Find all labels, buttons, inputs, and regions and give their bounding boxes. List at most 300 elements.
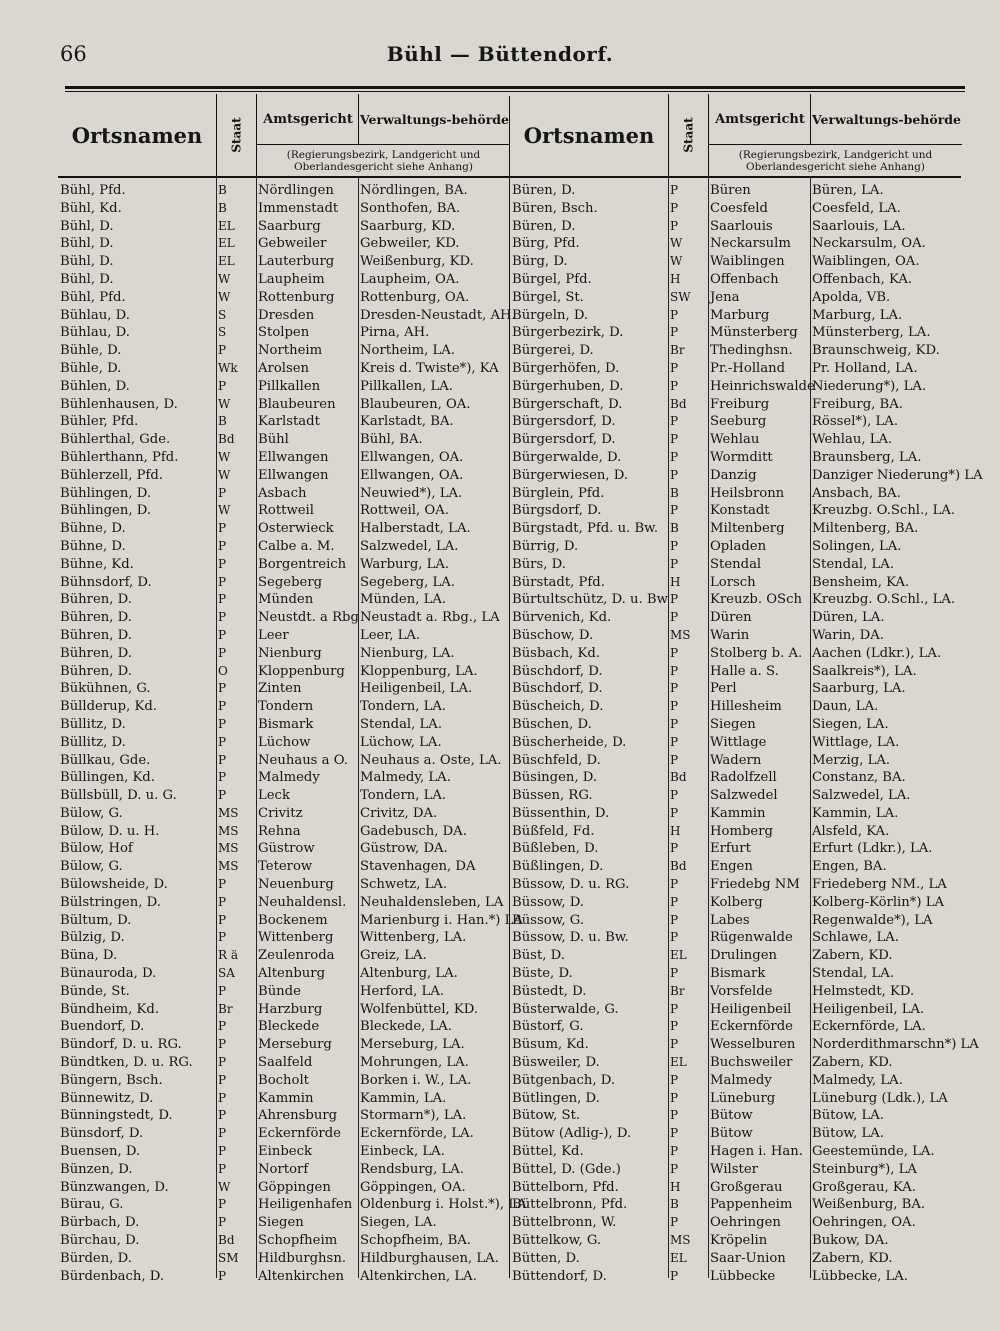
state-code: P bbox=[670, 1144, 679, 1159]
table-row bbox=[58, 449, 509, 467]
place-name: Büschdorf, D. bbox=[512, 681, 603, 697]
table-row bbox=[58, 1018, 509, 1036]
place-name: Bürgstadt, Pfd. u. Bw. bbox=[512, 521, 659, 537]
place-name: Bündtken, D. u. RG. bbox=[60, 1055, 193, 1071]
state-code: MS bbox=[218, 805, 239, 820]
admin-authority: Rottenburg, OA. bbox=[360, 289, 470, 305]
admin-authority: Saalkreis*), LA. bbox=[812, 663, 917, 679]
court: Bütow bbox=[710, 1126, 753, 1142]
state-code: EL bbox=[218, 236, 235, 251]
court: Lüchow bbox=[258, 734, 311, 750]
place-name: Bühlerzell, Pfd. bbox=[60, 467, 163, 483]
place-name: Bünningstedt, D. bbox=[60, 1108, 173, 1124]
state-code: P bbox=[670, 1108, 679, 1123]
court: Perl bbox=[710, 681, 737, 697]
place-name: Büllsbüll, D. u. G. bbox=[60, 788, 177, 804]
table-row bbox=[58, 645, 509, 663]
table-row bbox=[58, 983, 509, 1001]
court: Hildburghsn. bbox=[258, 1250, 347, 1266]
admin-authority: Bütow, LA. bbox=[812, 1108, 885, 1124]
admin-authority: Marienburg i. Han.*) LA bbox=[360, 912, 523, 928]
court: Warin bbox=[710, 627, 750, 643]
table-row bbox=[510, 1072, 961, 1090]
admin-authority: Stormarn*), LA. bbox=[360, 1108, 467, 1124]
table-row bbox=[510, 876, 961, 894]
table-row bbox=[510, 413, 961, 431]
state-code: H bbox=[670, 574, 681, 589]
place-name: Bühl, D. bbox=[60, 236, 114, 252]
state-code: P bbox=[670, 307, 679, 322]
court: Seeburg bbox=[710, 414, 767, 430]
court: Stolpen bbox=[258, 325, 310, 341]
state-code: P bbox=[670, 218, 679, 233]
state-code: P bbox=[670, 325, 679, 340]
court: Segeberg bbox=[258, 574, 323, 590]
table-row bbox=[510, 1107, 961, 1125]
table-row bbox=[58, 307, 516, 325]
place-name: Büscheich, D. bbox=[512, 699, 604, 715]
place-name: Büttelbronn, W. bbox=[512, 1215, 617, 1231]
court: Halle a. S. bbox=[710, 663, 779, 679]
admin-authority: Sonthofen, BA. bbox=[360, 200, 461, 216]
place-name: Büst, D. bbox=[512, 948, 565, 964]
court: Lauterburg bbox=[258, 254, 335, 270]
place-name: Büssow, D. u. RG. bbox=[512, 877, 630, 893]
admin-authority: Büren, LA. bbox=[812, 183, 884, 198]
state-code: P bbox=[218, 699, 227, 714]
admin-authority: Coesfeld, LA. bbox=[812, 200, 901, 216]
place-name: Bürgerei, D. bbox=[512, 343, 594, 359]
place-name: Bürgerbezirk, D. bbox=[512, 325, 624, 341]
court: Wittenberg bbox=[258, 930, 334, 946]
header-staat-label: Staat bbox=[682, 117, 696, 153]
admin-authority: Wittlage, LA. bbox=[812, 734, 900, 750]
place-name: Büsum, Kd. bbox=[512, 1037, 589, 1053]
table-row bbox=[58, 1107, 509, 1125]
place-name: Bürstadt, Pfd. bbox=[512, 574, 605, 590]
court: Buchsweiler bbox=[710, 1055, 793, 1071]
state-code: P bbox=[218, 1037, 227, 1052]
state-code: SM bbox=[218, 1250, 239, 1265]
table-row bbox=[58, 1036, 509, 1054]
state-code: Bd bbox=[218, 432, 235, 447]
state-code: MS bbox=[218, 841, 239, 856]
table-row bbox=[510, 1036, 979, 1054]
state-code: P bbox=[670, 1019, 679, 1034]
state-code: P bbox=[218, 538, 227, 553]
state-code: P bbox=[670, 930, 679, 945]
court: Bünde bbox=[258, 983, 301, 999]
place-name: Bühlau, D. bbox=[60, 307, 130, 323]
state-code: EL bbox=[218, 254, 235, 269]
table-row bbox=[510, 752, 961, 770]
admin-authority: Hildburghausen, LA. bbox=[360, 1250, 499, 1266]
state-code: P bbox=[218, 645, 227, 660]
admin-authority: Laupheim, OA. bbox=[360, 271, 460, 287]
table-row bbox=[58, 396, 509, 414]
table-row bbox=[510, 1268, 961, 1286]
place-name: Bündorf, D. u. RG. bbox=[60, 1037, 182, 1053]
admin-authority: Erfurt (Ldkr.), LA. bbox=[812, 841, 933, 857]
place-name: Bühren, D. bbox=[60, 663, 132, 679]
place-name: Büllkau, Gde. bbox=[60, 752, 151, 768]
court: Teterow bbox=[258, 859, 313, 875]
court: Altenburg bbox=[258, 966, 326, 982]
court: Wehlau bbox=[710, 432, 760, 448]
table-row bbox=[510, 805, 961, 823]
table-row bbox=[58, 591, 509, 609]
court: Eckernförde bbox=[710, 1019, 793, 1035]
state-code: EL bbox=[218, 218, 235, 233]
state-code: P bbox=[218, 752, 227, 767]
table-row bbox=[58, 1090, 509, 1108]
court: Pappenheim bbox=[710, 1197, 793, 1213]
state-code: H bbox=[670, 1179, 681, 1194]
court: Saar-Union bbox=[710, 1250, 786, 1266]
place-name: Bürg, Pfd. bbox=[512, 236, 580, 252]
place-name: Büschfeld, D. bbox=[512, 752, 601, 768]
admin-authority: Regenwalde*), LA bbox=[812, 912, 933, 928]
table-row bbox=[58, 698, 509, 716]
place-name: Bülow, G. bbox=[60, 805, 123, 821]
admin-authority: Northeim, LA. bbox=[360, 343, 455, 359]
admin-authority: Merseburg, LA. bbox=[360, 1037, 465, 1053]
place-name: Büren, D. bbox=[512, 183, 576, 198]
court: Immenstadt bbox=[258, 200, 339, 216]
place-name: Bülow, Hof bbox=[60, 841, 133, 857]
state-code: P bbox=[218, 788, 227, 803]
state-code: P bbox=[670, 1072, 679, 1087]
admin-authority: Siegen, LA. bbox=[812, 716, 889, 732]
admin-authority: Düren, LA. bbox=[812, 610, 885, 626]
table-row bbox=[510, 485, 961, 503]
place-name: Büttelkow, G. bbox=[512, 1233, 602, 1249]
place-name: Büstedt, D. bbox=[512, 983, 587, 999]
court: Lorsch bbox=[710, 574, 756, 590]
court: Wesselburen bbox=[710, 1037, 796, 1053]
place-name: Bühlau, D. bbox=[60, 325, 130, 341]
court: Ellwangen bbox=[258, 449, 329, 465]
admin-authority: Eckernförde, LA. bbox=[812, 1019, 926, 1035]
place-name: Bühle, D. bbox=[60, 360, 122, 376]
admin-authority: Münden, LA. bbox=[360, 592, 447, 608]
header-staat bbox=[668, 94, 709, 176]
table-row bbox=[510, 894, 961, 912]
admin-authority: Leer, LA. bbox=[360, 627, 421, 643]
state-code: P bbox=[218, 627, 227, 642]
place-name: Bürgel, Pfd. bbox=[512, 271, 592, 287]
admin-authority: Friedeberg NM., LA bbox=[812, 877, 947, 893]
state-code: Br bbox=[670, 343, 685, 358]
court: Miltenberg bbox=[710, 521, 785, 537]
court: Crivitz bbox=[258, 805, 303, 821]
table-row bbox=[510, 502, 961, 520]
court: Malmedy bbox=[258, 770, 320, 786]
place-name: Bühnsdorf, D. bbox=[60, 574, 152, 590]
place-name: Bühren, D. bbox=[60, 645, 132, 661]
table-row bbox=[510, 396, 961, 414]
state-code: P bbox=[670, 467, 679, 482]
top-rule bbox=[65, 86, 965, 89]
admin-authority: Stendal, LA. bbox=[360, 716, 443, 732]
place-name: Bürau, G. bbox=[60, 1197, 124, 1213]
court: Heiligenhafen bbox=[258, 1197, 353, 1213]
table-row bbox=[58, 1268, 509, 1286]
admin-authority: Freiburg, BA. bbox=[812, 396, 903, 412]
court: Heinrichswalde bbox=[710, 378, 815, 394]
place-name: Bühne, D. bbox=[60, 521, 126, 537]
place-name: Büssenthin, D. bbox=[512, 805, 610, 821]
admin-authority: Segeberg, LA. bbox=[360, 574, 455, 590]
place-name: Bürtultschütz, D. u. Bw bbox=[512, 592, 668, 608]
table-row bbox=[510, 858, 961, 876]
admin-authority: Schwetz, LA. bbox=[360, 877, 448, 893]
place-name: Bühle, D. bbox=[60, 343, 122, 359]
court: Erfurt bbox=[710, 841, 751, 857]
place-name: Bükühnen, G. bbox=[60, 681, 151, 697]
state-code: W bbox=[670, 254, 683, 269]
state-code: P bbox=[670, 592, 679, 607]
table-row bbox=[58, 912, 523, 930]
state-code: W bbox=[218, 449, 231, 464]
place-name: Bühlingen, D. bbox=[60, 485, 152, 501]
state-code: P bbox=[218, 1126, 227, 1141]
admin-authority: Salzwedel, LA. bbox=[812, 788, 911, 804]
table-row bbox=[510, 253, 961, 271]
table-row bbox=[510, 965, 961, 983]
place-name: Büna, D. bbox=[60, 948, 118, 964]
admin-authority: Karlstadt, BA. bbox=[360, 414, 454, 430]
place-name: Bünsdorf, D. bbox=[60, 1126, 144, 1142]
admin-authority: Marburg, LA. bbox=[812, 307, 903, 323]
table-row bbox=[58, 253, 509, 271]
table-row bbox=[510, 929, 961, 947]
admin-authority: Großgerau, KA. bbox=[812, 1179, 916, 1195]
state-code: P bbox=[218, 930, 227, 945]
court: Nördlingen bbox=[258, 183, 334, 198]
table-row bbox=[58, 876, 509, 894]
table-row bbox=[58, 1161, 509, 1179]
header-ortsnamen: Ortsnamen bbox=[71, 122, 203, 148]
state-code: P bbox=[670, 805, 679, 820]
place-name: Bürden, D. bbox=[60, 1250, 132, 1266]
place-name: Bürrig, D. bbox=[512, 538, 579, 554]
court: Lüneburg bbox=[710, 1090, 776, 1106]
table-row bbox=[58, 1125, 509, 1143]
table-row bbox=[510, 716, 961, 734]
top-rule-thin bbox=[65, 91, 965, 92]
court: Tondern bbox=[258, 699, 314, 715]
court: Wilster bbox=[710, 1161, 758, 1177]
state-code: Bd bbox=[218, 1233, 235, 1248]
header-note: (Regierungsbezirk, Landgericht und Oberlandesgericht siehe Anhang) bbox=[708, 144, 962, 177]
place-name: Bühren, D. bbox=[60, 610, 132, 626]
court: Bühl bbox=[258, 432, 289, 448]
state-code: MS bbox=[218, 823, 239, 838]
right-rows bbox=[510, 182, 983, 1285]
place-name: Büssow, G. bbox=[512, 912, 585, 928]
admin-authority: Alsfeld, KA. bbox=[812, 823, 890, 839]
court: Bleckede bbox=[258, 1019, 320, 1035]
state-code: P bbox=[670, 1268, 679, 1283]
header-ortsnamen: Ortsnamen bbox=[523, 122, 655, 148]
table-row bbox=[510, 947, 961, 965]
admin-authority: Halberstadt, LA. bbox=[360, 521, 471, 537]
court: Saarlouis bbox=[710, 218, 773, 234]
table-row bbox=[58, 1001, 509, 1019]
table-row bbox=[58, 752, 509, 770]
court: Rottweil bbox=[258, 503, 314, 519]
admin-authority: Kammin, LA. bbox=[812, 805, 899, 821]
place-name: Bürgerschaft, D. bbox=[512, 396, 623, 412]
court: Münden bbox=[258, 592, 314, 608]
state-code: P bbox=[218, 681, 227, 696]
table-row bbox=[510, 431, 961, 449]
court: Jena bbox=[710, 289, 740, 305]
court: Danzig bbox=[710, 467, 757, 483]
admin-authority: Kloppenburg, LA. bbox=[360, 663, 478, 679]
table-header bbox=[510, 94, 961, 178]
admin-authority: Miltenberg, BA. bbox=[812, 521, 919, 537]
table-row bbox=[58, 431, 509, 449]
table-row bbox=[510, 182, 961, 200]
admin-authority: Pirna, AH. bbox=[360, 325, 430, 341]
header-amtsgericht: Amtsgericht bbox=[256, 94, 359, 144]
state-code: EL bbox=[670, 948, 687, 963]
table-row bbox=[510, 1054, 961, 1072]
court: Güstrow bbox=[258, 841, 315, 857]
admin-authority: Constanz, BA. bbox=[812, 770, 906, 786]
table-row bbox=[58, 342, 509, 360]
state-code: P bbox=[218, 521, 227, 536]
table-row bbox=[510, 1232, 961, 1250]
state-code: P bbox=[670, 752, 679, 767]
admin-authority: Wehlau, LA. bbox=[812, 432, 893, 448]
admin-authority: Apolda, VB. bbox=[812, 289, 891, 305]
court: Harzburg bbox=[258, 1001, 323, 1017]
court: Vorsfelde bbox=[710, 983, 773, 999]
admin-authority: Nienburg, LA. bbox=[360, 645, 455, 661]
table-row bbox=[58, 965, 509, 983]
state-code: Bd bbox=[670, 770, 687, 785]
state-code: P bbox=[670, 663, 679, 678]
court: Karlstadt bbox=[258, 414, 320, 430]
court: Kammin bbox=[710, 805, 766, 821]
admin-authority: Daun, LA. bbox=[812, 699, 879, 715]
state-code: W bbox=[218, 271, 231, 286]
table-row bbox=[510, 734, 961, 752]
admin-authority: Wolfenbüttel, KD. bbox=[360, 1001, 479, 1017]
admin-authority: Bukow, DA. bbox=[812, 1233, 889, 1249]
table-row bbox=[58, 1250, 509, 1268]
court: Zeulenroda bbox=[258, 948, 335, 964]
court: Altenkirchen bbox=[258, 1268, 345, 1284]
state-code: W bbox=[218, 1179, 231, 1194]
table-row bbox=[58, 485, 509, 503]
admin-authority: Geestemünde, LA. bbox=[812, 1144, 935, 1160]
place-name: Büsbach, Kd. bbox=[512, 645, 601, 661]
table-row bbox=[58, 360, 509, 378]
court: Leck bbox=[258, 788, 290, 804]
court: Saalfeld bbox=[258, 1055, 313, 1071]
table-row bbox=[510, 289, 961, 307]
state-code: P bbox=[218, 1161, 227, 1176]
admin-authority: Gadebusch, DA. bbox=[360, 823, 467, 839]
court: Neuhaldensl. bbox=[258, 894, 347, 910]
admin-authority: Blaubeuren, OA. bbox=[360, 396, 471, 412]
table-row bbox=[58, 520, 509, 538]
place-name: Büttendorf, D. bbox=[512, 1268, 607, 1284]
state-code: P bbox=[670, 841, 679, 856]
admin-authority: Siegen, LA. bbox=[360, 1215, 437, 1231]
court: Wittlage bbox=[710, 734, 767, 750]
state-code: H bbox=[670, 823, 681, 838]
admin-authority: Saarburg, KD. bbox=[360, 218, 456, 234]
place-name: Büllitz, D. bbox=[60, 716, 126, 732]
place-name: Buensen, D. bbox=[60, 1144, 141, 1160]
court: Bismark bbox=[258, 716, 314, 732]
court: Arolsen bbox=[258, 360, 310, 376]
place-name: Bütgenbach, D. bbox=[512, 1072, 616, 1088]
place-name: Büßfeld, Fd. bbox=[512, 823, 595, 839]
court: Bocholt bbox=[258, 1072, 309, 1088]
state-code: P bbox=[218, 378, 227, 393]
state-code: P bbox=[218, 1215, 227, 1230]
place-name: Büren, D. bbox=[512, 218, 576, 234]
table-row bbox=[58, 769, 509, 787]
state-code: MS bbox=[218, 859, 239, 874]
state-code: P bbox=[218, 556, 227, 571]
table-row bbox=[58, 947, 509, 965]
place-name: Bütlingen, D. bbox=[512, 1090, 600, 1106]
place-name: Büllderup, Kd. bbox=[60, 699, 157, 715]
admin-authority: Kammin, LA. bbox=[360, 1090, 447, 1106]
state-code: P bbox=[670, 449, 679, 464]
court: Pr.-Holland bbox=[710, 360, 786, 376]
table-row bbox=[58, 538, 509, 556]
court: Waiblingen bbox=[710, 254, 785, 270]
place-name: Bürglein, Pfd. bbox=[512, 485, 605, 501]
place-name: Bühlingen, D. bbox=[60, 503, 152, 519]
admin-authority: Helmstedt, KD. bbox=[812, 983, 915, 999]
state-code: P bbox=[670, 360, 679, 375]
state-code: P bbox=[670, 556, 679, 571]
place-name: Büssow, D. u. Bw. bbox=[512, 930, 629, 946]
admin-authority: Rössel*), LA. bbox=[812, 414, 899, 430]
place-name: Büschow, D. bbox=[512, 627, 594, 643]
table-row bbox=[510, 1001, 961, 1019]
admin-authority: Schlawe, LA. bbox=[812, 930, 899, 946]
admin-authority: Braunsberg, LA. bbox=[812, 449, 922, 465]
header-staat bbox=[216, 94, 257, 176]
admin-authority: Güstrow, DA. bbox=[360, 841, 448, 857]
place-name: Bürgersdorf, D. bbox=[512, 432, 616, 448]
table-row bbox=[58, 1214, 509, 1232]
place-name: Büllitz, D. bbox=[60, 734, 126, 750]
place-name: Bühler, Pfd. bbox=[60, 414, 139, 430]
state-code: S bbox=[218, 307, 227, 322]
court: Drulingen bbox=[710, 948, 778, 964]
table-row bbox=[58, 413, 509, 431]
court: Laupheim bbox=[258, 271, 325, 287]
admin-authority: Stendal, LA. bbox=[812, 556, 895, 572]
admin-authority: Bleckede, LA. bbox=[360, 1019, 452, 1035]
admin-authority: Herford, LA. bbox=[360, 983, 445, 999]
admin-authority: Neuhaus a. Oste, LA. bbox=[360, 752, 502, 768]
place-name: Büschdorf, D. bbox=[512, 663, 603, 679]
admin-authority: Eckernförde, LA. bbox=[360, 1126, 474, 1142]
court: Kreuzb. OSch bbox=[710, 592, 802, 608]
